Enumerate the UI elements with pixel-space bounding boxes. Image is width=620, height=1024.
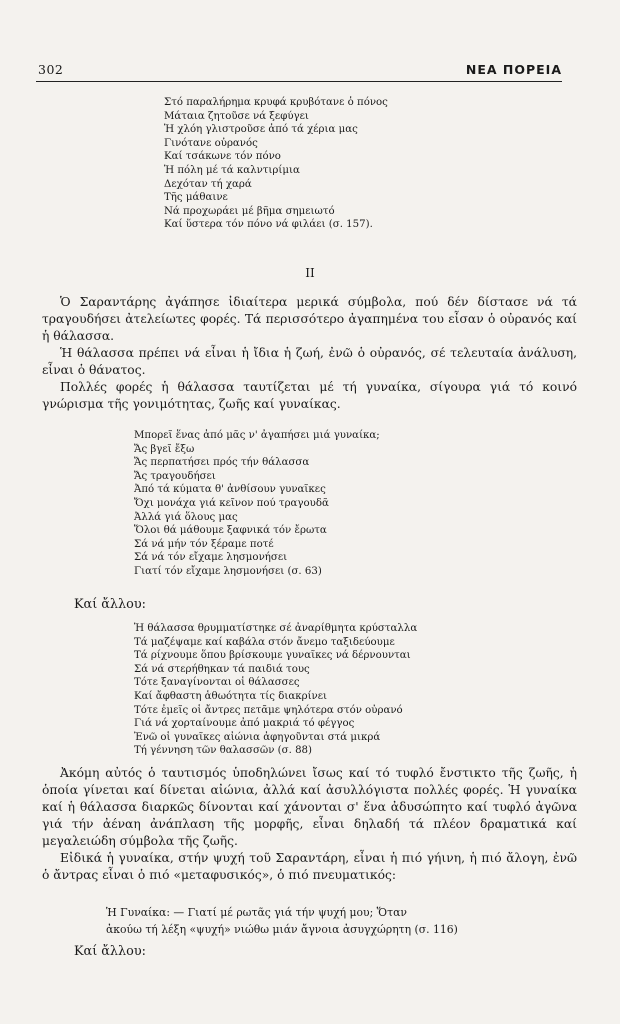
poem-line: Σά νά μήν τόν ξέραμε ποτέ xyxy=(134,538,274,550)
poem-line: Τά μαζέψαμε καί καβάλα στόν ἄνεμο ταξιδεύουμε xyxy=(134,636,395,648)
paragraph: Εἰδικά ἡ γυναίκα, στήν ψυχή τοῦ Σαραντάρη, εἶναι ἡ πιό γήινη, ἡ πιό ἄλογη, ἐνῶ ὁ ἄντρας εἶναι ὁ πιό «μεταφυσικός», ὁ πιό πνευματικός: xyxy=(42,851,577,882)
quote-line: ἀκούω τή λέξη «ψυχή» νιώθω μιάν ἄγνοια ἀσυγχώρητη (σ. 116) xyxy=(106,923,458,936)
poem-line: Γιά νά χορταίνουμε ἀπό μακριά τό φέγγος xyxy=(134,718,355,730)
page-number: 302 xyxy=(38,62,64,77)
prose-block-2 xyxy=(42,765,577,884)
poem-line: Ἄς περπατήσει πρός τήν θάλασσα xyxy=(134,457,310,469)
journal-title: ΝΕΑ ΠΟΡΕΙΑ xyxy=(465,62,562,77)
poem-line: Ἄς βγεῖ ἔξω xyxy=(134,443,195,455)
paragraph: Ὁ Σαραντάρης ἀγάπησε ἰδιαίτερα μερικά σύμβολα, πού δέν δίστασε νά τά τραγουδήσει ἀτελείωτες φορές. Τά περισσότερο ἀγαπημένα του εἶσαν ὁ οὐρανός καί ἡ θάλασσα. xyxy=(42,295,577,343)
poem-line: Γινότανε οὐρανός xyxy=(164,137,258,149)
poem-excerpt-2 xyxy=(134,429,380,579)
transition-text: Καί ἄλλου: xyxy=(74,944,146,959)
poem-line: Ἡ πόλη μέ τά καλντιρίμια xyxy=(164,164,300,176)
poem-line: Ἡ χλόη γλιστροῦσε ἀπό τά χέρια μας xyxy=(164,124,358,136)
header-rule xyxy=(36,81,562,82)
poem-line: Καί ὕστερα τόν πόνο νά φιλάει (σ. 157). xyxy=(164,219,373,231)
poem-line: Νά προχωράει μέ βῆμα σημειωτό xyxy=(164,205,335,217)
poem-line: Τά ρίχνουμε ὅπου βρίσκουμε γυναῖκες νά δέρνουνται xyxy=(134,650,411,662)
prose-block-1 xyxy=(42,294,577,413)
poem-line: Στό παραλήρημα κρυφά κρυβότανε ὁ πόνος xyxy=(164,97,388,108)
poem-line: Τῆς μάθαινε xyxy=(164,192,228,204)
paragraph: Πολλές φορές ἡ θάλασσα ταυτίζεται μέ τή γυναίκα, σίγουρα γιά τό κοινό γνώρισμα τῆς γονιμότητας, ζωῆς καί γυναίκας. xyxy=(42,380,577,411)
poem-line: Σά νά στερήθηκαν τά παιδιά τους xyxy=(134,663,310,675)
poem-line: Ἄς τραγουδήσει xyxy=(134,470,216,482)
paragraph: Ἀκόμη αὐτός ὁ ταυτισμός ὑποδηλώνει ἴσως καί τό τυφλό ἔνστικτο τῆς ζωῆς, ἡ ὁποία γίνεται καί δίνεται αἰώνια, ἀλλά καί ἀσυλλόγιστα πολλές φορές. Ἡ γυναίκα καί ἡ θάλασσα διαρκῶς δίνονται καί χάνονται σ' ἕνα ἀδυσώπητο καί τυφλό ἀγῶνα γιά τήν ἀέναη ἀνάπλαση τῆς μορφῆς, εἶναι δηλαδή τά πλέον δραματικά καί μεγαλειώδη σύμβολα τῆς ζωῆς. xyxy=(42,766,577,848)
poem-excerpt-1 xyxy=(164,96,388,232)
poem-line: Ἀλλά γιά ὅλους μας xyxy=(134,511,238,523)
poem-line: Μάταια ζητοῦσε νά ξεφύγει xyxy=(164,110,309,122)
poem-line: Ἐνῶ οἱ γυναῖκες αἰώνια ἀφηγοῦνται στά μικρά xyxy=(134,731,381,743)
poem-line: Τότε ἐμεῖς οἱ ἄντρες πετᾶμε ψηλότερα στόν οὐρανό xyxy=(134,704,403,716)
poem-line: Καί τσάκωνε τόν πόνο xyxy=(164,151,281,163)
section-numeral: II xyxy=(305,266,315,280)
poem-line: Γιατί τόν εἴχαμε λησμονήσει (σ. 63) xyxy=(134,565,322,577)
poem-line: Καί ἄφθαστη ἁθωότητα τίς διακρίνει xyxy=(134,690,328,702)
poem-line: Δεχόταν τή χαρά xyxy=(164,178,252,190)
poem-line: Ἡ θάλασσα θρυμματίστηκε σέ ἀναρίθμητα κρύσταλλα xyxy=(134,623,418,634)
poem-line: Ἀπό τά κύματα θ' ἀνθίσουν γυναῖκες xyxy=(134,484,326,496)
poem-line: Μπορεῖ ἕνας ἀπό μᾶς ν' ἀγαπήσει μιά γυναίκα; xyxy=(134,430,380,441)
transition-text: Καί ἄλλου: xyxy=(74,597,146,612)
poem-line: Τή γέννηση τῶν θαλασσῶν (σ. 88) xyxy=(134,745,313,757)
running-header xyxy=(38,62,562,77)
quote-line: Ἡ Γυναίκα: — Γιατί μέ ρωτᾶς γιά τήν ψυχή μου; Ὅταν xyxy=(106,906,407,919)
poem-line: Ὅλοι θά μάθουμε ξαφνικά τόν ἔρωτα xyxy=(134,525,327,537)
poem-line: Ὄχι μονάχα γιά κεῖνον πού τραγουδᾶ xyxy=(134,497,329,509)
paragraph: Ἡ θάλασσα πρέπει νά εἶναι ἡ ἴδια ἡ ζωή, ἐνῶ ὁ οὐρανός, σέ τελευταία ἀνάλυση, εἶναι ὁ θάνατος. xyxy=(42,346,577,377)
poem-excerpt-3 xyxy=(134,622,417,758)
poem-line: Σά νά τόν εἴχαμε λησμονήσει xyxy=(134,552,288,564)
dialogue-quote xyxy=(106,904,566,938)
poem-line: Τότε ξαναγίνονται οἱ θάλασσες xyxy=(134,677,300,689)
